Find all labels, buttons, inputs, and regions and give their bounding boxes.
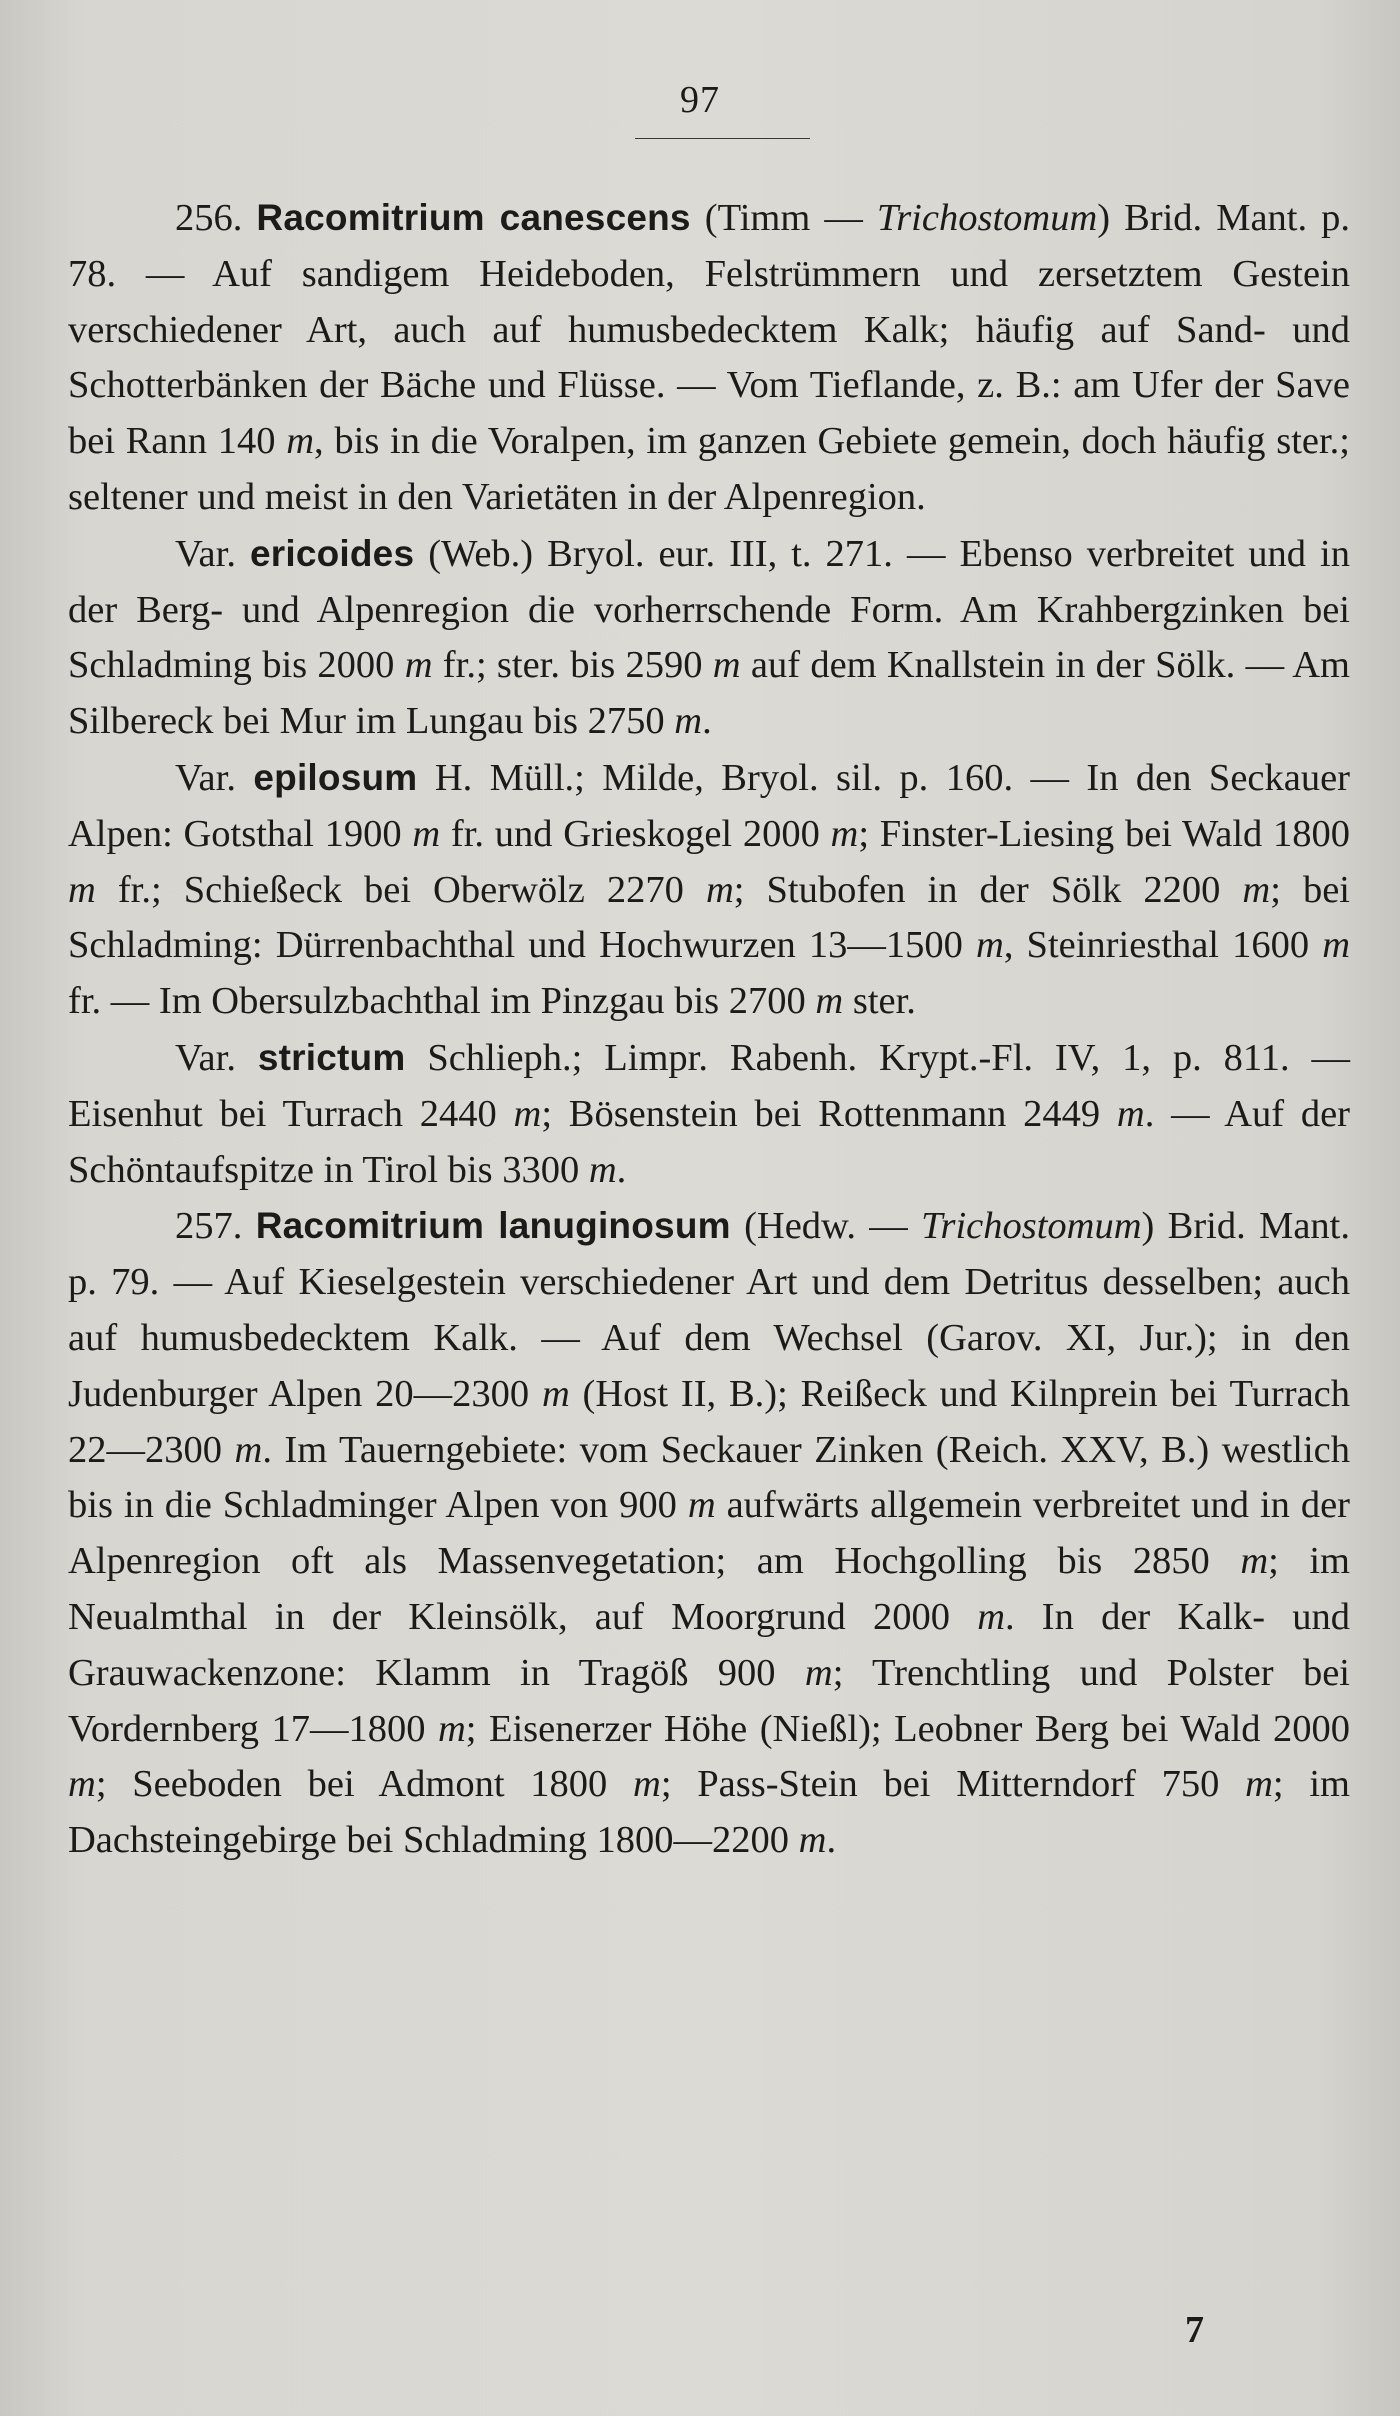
italic-text: m bbox=[513, 1092, 542, 1135]
taxon-name: epilosum bbox=[253, 756, 418, 798]
text-run: Var. bbox=[175, 532, 250, 575]
text-run: (Host II, B.); Reißeck und Kilnprein bei Turrach 22—2300 bbox=[68, 1372, 1350, 1471]
entry-paragraph bbox=[68, 1198, 1350, 1869]
italic-text: m bbox=[976, 924, 1004, 967]
italic-text: m bbox=[1116, 1092, 1145, 1135]
text-run: auf dem Knallstein in der Sölk. — Am Silbereck bei Mur im Lungau bis 2750 bbox=[68, 644, 1350, 743]
taxon-name: strictum bbox=[257, 1036, 406, 1078]
italic-text: m bbox=[1242, 868, 1271, 911]
italic-text: m bbox=[674, 700, 703, 743]
italic-text: m bbox=[286, 420, 315, 463]
text-run: 256. bbox=[175, 197, 257, 239]
text-run: ; Bösenstein bei Rottenmann 2449 bbox=[541, 1092, 1117, 1135]
text-run: fr. und Grieskogel 2000 bbox=[440, 812, 831, 855]
entry-paragraph bbox=[68, 1030, 1350, 1198]
text-run: . bbox=[616, 1148, 627, 1191]
text-run: . — Auf der Schöntaufspitze in Tirol bis 3300 bbox=[68, 1092, 1350, 1191]
italic-text: m bbox=[1245, 1763, 1273, 1806]
italic-text: m bbox=[830, 812, 859, 855]
italic-text: Trichostomum bbox=[876, 197, 1098, 239]
italic-text: m bbox=[588, 1148, 617, 1191]
text-run: . bbox=[702, 700, 712, 743]
italic-text: m bbox=[633, 1763, 661, 1806]
text-run: Var. bbox=[175, 756, 254, 799]
taxon-name: ericoides bbox=[249, 532, 415, 574]
page-number: 97 bbox=[680, 79, 720, 121]
text-run: ; im Dachsteingebirge bei Schladming 1800—2200 bbox=[68, 1763, 1350, 1862]
text-run: Var. bbox=[175, 1036, 258, 1079]
italic-text: m bbox=[712, 644, 741, 687]
body-text bbox=[68, 190, 1350, 1869]
italic-text: m bbox=[541, 1372, 570, 1415]
italic-text: m bbox=[804, 1651, 833, 1694]
text-run: ; im Neualmthal in der Kleinsölk, auf Moorgrund 2000 bbox=[68, 1540, 1350, 1638]
italic-text: m bbox=[234, 1428, 263, 1471]
text-run: ) Brid. Mant. p. 79. — Auf Kieselgestein verschiedener Art und dem Detritus desselben; auch auf humusbedecktem Kalk. — Auf dem Wechsel (Garov. XI, Jur.); in den Judenburger Alpen 20—2300 bbox=[68, 1205, 1351, 1415]
text-run: (Hedw. — bbox=[730, 1205, 922, 1248]
text-run: aufwärts allgemein verbreitet und in der Alpenregion oft als Massenvegetation; am Hochgolling bis 2850 bbox=[68, 1484, 1351, 1583]
taxon-name: Racomitrium lanuginosum bbox=[255, 1205, 731, 1247]
italic-text: m bbox=[1322, 924, 1350, 967]
text-run: Schlieph.; Limpr. Rabenh. Krypt.-Fl. IV, 1, p. 811. — Eisenhut bei Turrach 2440 bbox=[68, 1036, 1350, 1135]
text-run: ; Eisenerzer Höhe (Nießl); Leobner Berg bei Wald 2000 bbox=[465, 1707, 1350, 1750]
entry-paragraph bbox=[68, 190, 1350, 526]
italic-text: m bbox=[687, 1484, 716, 1527]
text-run: ; Stubofen in der Sölk 2200 bbox=[733, 868, 1243, 911]
text-run: ; Seeboden bei Admont 1800 bbox=[95, 1763, 634, 1806]
italic-text: Trichostomum bbox=[921, 1205, 1142, 1248]
italic-text: m bbox=[815, 980, 844, 1023]
signature-mark: 7 bbox=[1185, 2309, 1204, 2351]
entry-paragraph bbox=[68, 750, 1350, 1030]
text-run: (Web.) Bryol. eur. III, t. 271. — Ebenso verbreitet und in der Berg- und Alpenregion die vorherrschende Form. Am Krahbergzinken bei Schladming bis 2000 bbox=[68, 532, 1351, 687]
text-run: 257. bbox=[175, 1205, 256, 1248]
header-rule bbox=[635, 138, 810, 139]
italic-text: m bbox=[68, 868, 96, 911]
italic-text: m bbox=[437, 1707, 466, 1750]
text-run: , bis in die Voralpen, im ganzen Gebiete gemein, doch häufig ster.; seltener und meist in den Varietäten in der Alpenregion. bbox=[68, 420, 1350, 518]
text-run: fr. — Im Obersulzbachthal im Pinzgau bis 2700 bbox=[68, 980, 816, 1023]
italic-text: m bbox=[705, 868, 734, 911]
italic-text: m bbox=[68, 1763, 96, 1806]
text-run: ; Trenchtling und Polster bei Vordernberg 17—1800 bbox=[68, 1651, 1350, 1750]
italic-text: m bbox=[404, 644, 433, 687]
text-run: , Steinriesthal 1600 bbox=[1003, 924, 1323, 967]
text-run: (Timm — bbox=[690, 197, 877, 239]
entry-paragraph bbox=[68, 526, 1350, 750]
italic-text: m bbox=[798, 1819, 827, 1862]
text-run: ) Brid. Mant. p. 78. — Auf sandigem Heideboden, Felstrümmern und zersetztem Gestein verschiedener Art, auch auf humusbedecktem Kalk; häufig auf Sand- und Schotterbänken der Bäche und Flüsse. — Vom Tieflande, z. B.: am Ufer der Save bei Rann 140 bbox=[68, 197, 1351, 463]
text-run: . Im Tauerngebiete: vom Seckauer Zinken (Reich. XXV, B.) westlich bis in die Schladminger Alpen von 900 bbox=[68, 1428, 1350, 1527]
italic-text: m bbox=[412, 812, 441, 855]
text-run: ; Pass-Stein bei Mitterndorf 750 bbox=[660, 1763, 1246, 1806]
taxon-name: Racomitrium canescens bbox=[256, 197, 691, 238]
text-run: ; bei Schladming: Dürrenbachthal und Hochwurzen 13—1500 bbox=[68, 868, 1351, 967]
italic-text: m bbox=[1240, 1540, 1269, 1583]
text-run: fr.; ster. bis 2590 bbox=[432, 644, 713, 687]
text-run: . bbox=[826, 1819, 837, 1862]
italic-text: m bbox=[977, 1595, 1005, 1638]
text-run: . In der Kalk- und Grauwackenzone: Klamm in Tragöß 900 bbox=[68, 1595, 1351, 1694]
text-run: ; Finster-Liesing bei Wald 1800 bbox=[858, 812, 1350, 855]
text-run: ster. bbox=[843, 980, 916, 1023]
text-run: H. Müll.; Milde, Bryol. sil. p. 160. — In den Seckauer Alpen: Gotsthal 1900 bbox=[68, 756, 1351, 855]
text-run: fr.; Schießeck bei Oberwölz 2270 bbox=[95, 868, 706, 911]
